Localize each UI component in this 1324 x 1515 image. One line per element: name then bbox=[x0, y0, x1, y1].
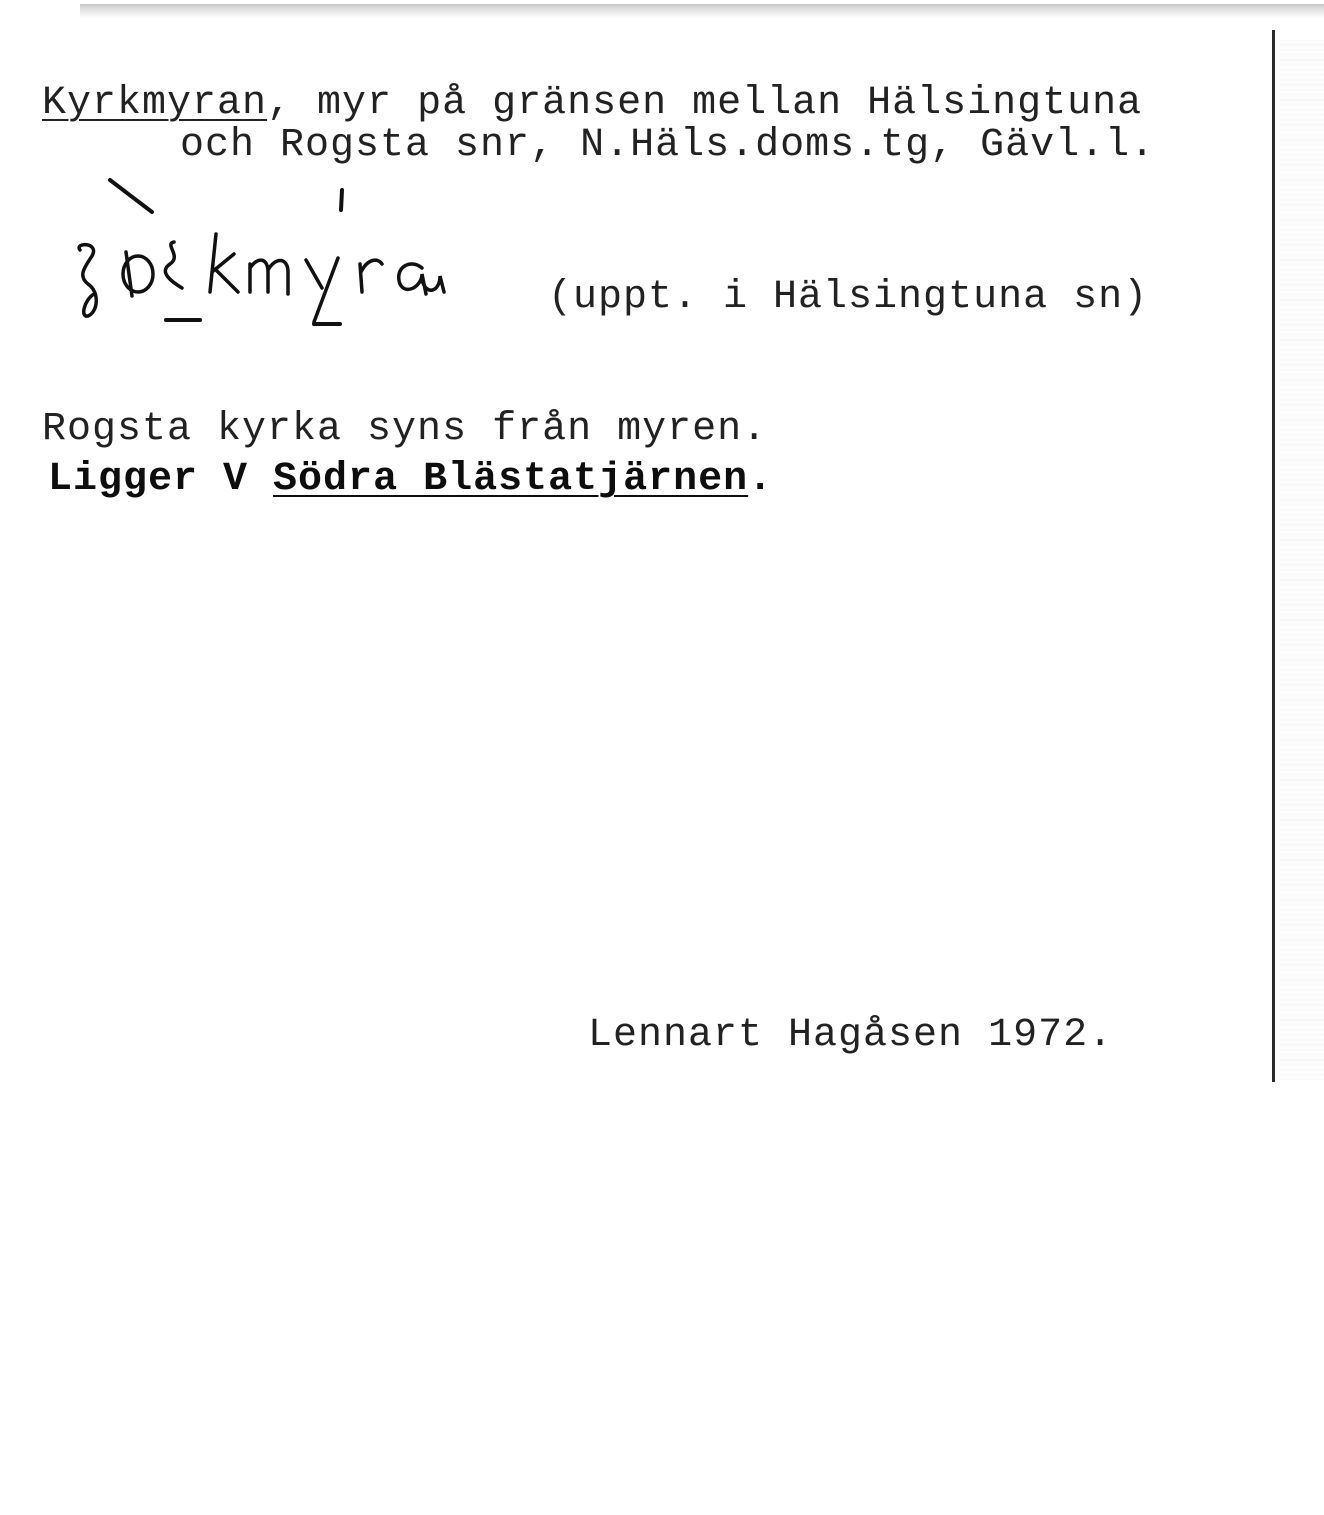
location-line bbox=[48, 457, 774, 502]
entry-description: , myr på gränsen mellan Hälsingtuna bbox=[267, 81, 1143, 126]
location-prefix: Ligger V bbox=[48, 457, 274, 502]
location-end: . bbox=[748, 457, 774, 502]
entry-line-2: och Rogsta snr, N.Häls.doms.tg, Gävl.l. bbox=[180, 123, 1156, 168]
signature: Lennart Hagåsen 1972. bbox=[588, 1013, 1114, 1058]
location-place: Södra Blästatjärnen bbox=[273, 457, 749, 502]
scan-margin bbox=[1280, 40, 1324, 1080]
note-line: Rogsta kyrka syns från myren. bbox=[42, 407, 768, 452]
handwritten-pronunciation bbox=[70, 172, 490, 342]
recorded-note: (uppt. i Hälsingtuna sn) bbox=[548, 275, 1149, 320]
pronunciation-drawing bbox=[70, 172, 490, 342]
card-top-edge bbox=[80, 4, 1324, 18]
entry-line-1 bbox=[42, 81, 1143, 126]
headword: Kyrkmyran bbox=[42, 81, 268, 126]
card-right-edge bbox=[1272, 30, 1275, 1082]
